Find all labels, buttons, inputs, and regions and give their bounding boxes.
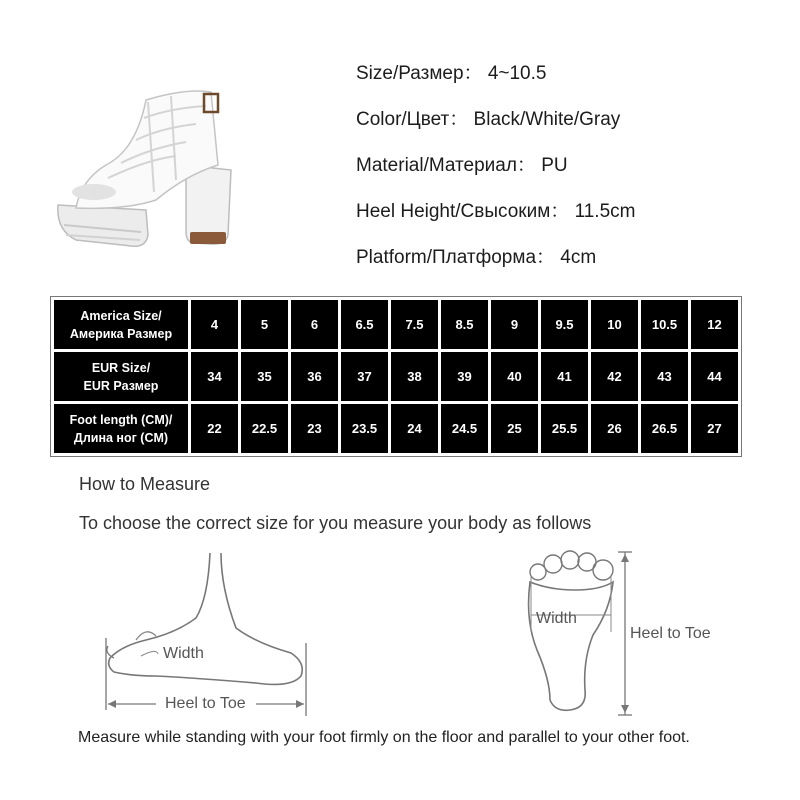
size-cell: 34 [191, 352, 238, 401]
size-cell: 38 [391, 352, 438, 401]
size-cell: 41 [541, 352, 588, 401]
sandal-product-image [36, 60, 266, 260]
size-row-header [54, 300, 188, 349]
size-cell: 42 [591, 352, 638, 401]
size-cell: 26 [591, 404, 638, 453]
size-cell: 39 [441, 352, 488, 401]
size-cell: 24 [391, 404, 438, 453]
size-cell: 36 [291, 352, 338, 401]
size-row [54, 404, 738, 453]
size-cell: 9.5 [541, 300, 588, 349]
size-cell: 22 [191, 404, 238, 453]
size-cell: 44 [691, 352, 738, 401]
size-cell: 7.5 [391, 300, 438, 349]
size-chart-table [51, 297, 741, 456]
size-row-header [54, 352, 188, 401]
size-cell: 26.5 [641, 404, 688, 453]
size-cell: 6.5 [341, 300, 388, 349]
spec-heel-height: Heel Height/Свысоким： 11.5cm [356, 201, 636, 222]
spec-color: Color/Цвет： Black/White/Gray [356, 109, 621, 130]
side-width-label: Width [163, 645, 204, 662]
size-cell: 10 [591, 300, 638, 349]
size-cell: 22.5 [241, 404, 288, 453]
size-row-header [54, 404, 188, 453]
size-cell: 6 [291, 300, 338, 349]
size-cell: 8.5 [441, 300, 488, 349]
size-row-header-line: Америка Размер [69, 326, 173, 341]
size-row-header-line: EUR Размер [83, 378, 159, 393]
spec-material: Material/Материал： PU [356, 155, 568, 176]
how-to-measure-subtitle: To choose the correct size for you measure your body as follows [79, 513, 592, 533]
measure-instruction-note: Measure while standing with your foot firmly on the floor and parallel to your other foot. [78, 729, 690, 746]
size-cell: 35 [241, 352, 288, 401]
size-cell: 24.5 [441, 404, 488, 453]
size-cell: 5 [241, 300, 288, 349]
how-to-measure-title: How to Measure [79, 474, 211, 494]
size-row-header-line: Длина ног (CM) [73, 430, 169, 445]
size-row [54, 352, 738, 401]
size-cell: 23 [291, 404, 338, 453]
spec-platform: Platform/Платформа： 4cm [356, 247, 597, 268]
size-cell: 25.5 [541, 404, 588, 453]
size-row-header-line: America Size/ [80, 308, 162, 323]
size-cell: 4 [191, 300, 238, 349]
sole-heel-to-toe-label: Heel to Toe [630, 625, 711, 642]
size-cell: 12 [691, 300, 738, 349]
size-row [54, 300, 738, 349]
sole-width-label: Width [536, 610, 577, 627]
side-heel-to-toe-label: Heel to Toe [165, 695, 246, 712]
size-cell: 27 [691, 404, 738, 453]
size-row-header-line: EUR Size/ [91, 360, 151, 375]
size-cell: 10.5 [641, 300, 688, 349]
size-cell: 25 [491, 404, 538, 453]
size-cell: 23.5 [341, 404, 388, 453]
size-cell: 9 [491, 300, 538, 349]
size-cell: 37 [341, 352, 388, 401]
spec-size: Size/Размер： 4~10.5 [356, 63, 547, 84]
size-cell: 43 [641, 352, 688, 401]
size-row-header-line: Foot length (CM)/ [69, 412, 173, 427]
size-cell: 40 [491, 352, 538, 401]
